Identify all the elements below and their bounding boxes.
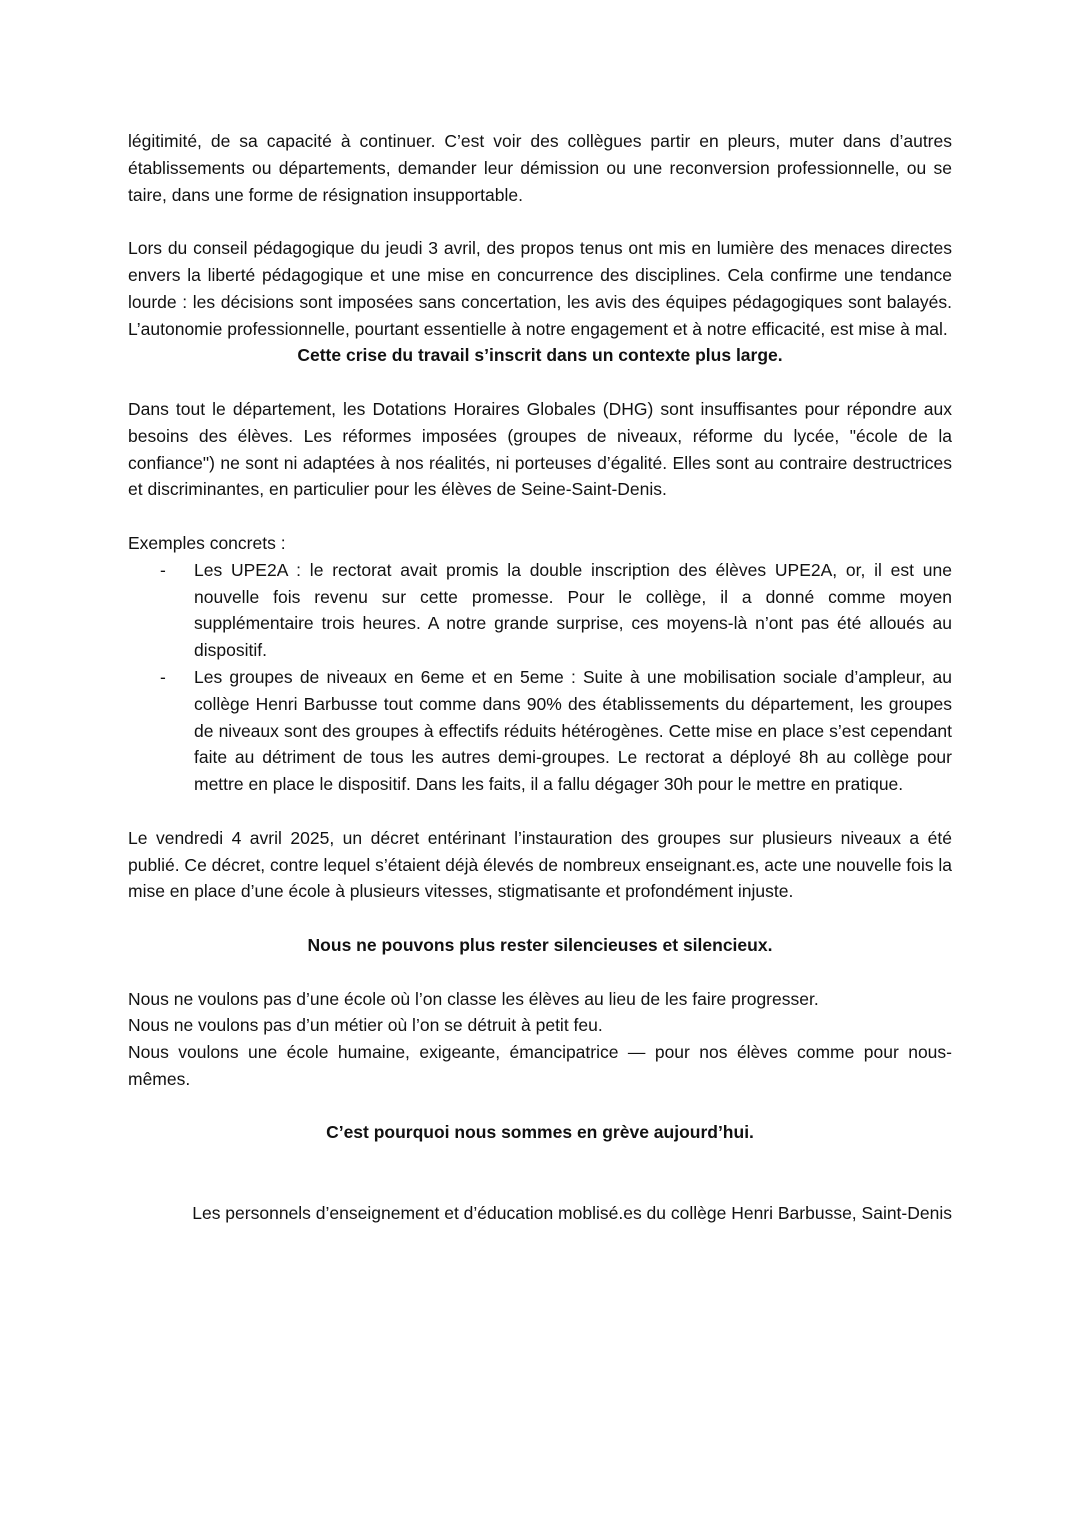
statement-line-3: Nous voulons une école humaine, exigeante, émancipatrice — pour nos élèves comme pour nous-mêmes. — [128, 1042, 952, 1089]
spacer — [128, 503, 952, 530]
signature: Les personnels d’enseignement et d’éducation moblisé.es du collège Henri Barbusse, Saint-Denis — [192, 1202, 952, 1223]
paragraph-dhg: Dans tout le département, les Dotations Horaires Globales (DHG) sont insuffisantes pour répondre aux besoins des élèves. Les réformes imposées (groupes de niveaux, réforme du lycée, "école de la confiance") ne sont ni adaptées à nos réalités, ni porteuses d’égalité. Elles sont au contraire destructrices et discriminantes, en particulier pour les élèves de Seine-Saint-Denis. — [128, 398, 952, 500]
spacer — [128, 369, 952, 396]
document-page — [128, 128, 952, 1227]
heading-work-crisis: Cette crise du travail s’inscrit dans un contexte plus large. — [297, 345, 783, 366]
heading-not-silent: Nous ne pouvons plus rester silencieuses et silencieux. — [307, 934, 773, 955]
spacer — [128, 798, 952, 825]
spacer — [128, 208, 952, 235]
heading-strike: C’est pourquoi nous sommes en grève aujourd’hui. — [326, 1122, 754, 1143]
statement-line-1: Nous ne voulons pas d’une école où l’on classe les élèves au lieu de les faire progresser. — [128, 988, 819, 1009]
list-item — [128, 557, 952, 664]
examples-list — [128, 557, 952, 798]
bullet-dash: - — [160, 666, 166, 687]
examples-intro: Exemples concrets : — [128, 532, 286, 553]
spacer — [128, 1146, 952, 1173]
spacer — [128, 959, 952, 986]
statement-line-2: Nous ne voulons pas d’un métier où l’on se détruit à petit feu. — [128, 1015, 603, 1036]
spacer — [128, 1173, 952, 1200]
spacer — [128, 1093, 952, 1120]
spacer — [128, 905, 952, 932]
bullet-dash: - — [160, 559, 166, 580]
paragraph-legitimacy: légitimité, de sa capacité à continuer. C’est voir des collègues partir en pleurs, muter dans d’autres établissements ou départements, demander leur démission ou une reconversion professionnelle, ou se taire, dans une forme de résignation insupportable. — [128, 131, 952, 205]
list-item-text: Les groupes de niveaux en 6eme et en 5eme : Suite à une mobilisation sociale d’ampleur, au collège Henri Barbusse tout comme dans 90% des établissements du département, les groupes de niveaux sont des groupes à effectifs réduits hétérogènes. Cette mise en place s’est cependant faite au détriment de tous les autres demi-groupes. Le rectorat a déployé 8h au collège pour mettre en place le dispositif. Dans les faits, il a fallu dégager 30h pour le mettre en pratique. — [194, 666, 952, 795]
paragraph-pedagogical-council: Lors du conseil pédagogique du jeudi 3 avril, des propos tenus ont mis en lumière des menaces directes envers la liberté pédagogique et une mise en concurrence des disciplines. Cela confirme une tendance lourde : les décisions sont imposées sans concertation, les avis des équipes pédagogiques sont balayés. L’autonomie professionnelle, pourtant essentielle à notre engagement et à notre efficacité, est mise à mal. — [128, 238, 952, 339]
list-item-text: Les UPE2A : le rectorat avait promis la double inscription des élèves UPE2A, or, il est une nouvelle fois revenu sur cette promesse. Pour le collège, il a donné comme moyen supplémentaire trois heures. A notre grande surprise, ces moyens-là n’ont pas été alloués au dispositif. — [194, 559, 952, 661]
paragraph-decree: Le vendredi 4 avril 2025, un décret entérinant l’instauration des groupes sur plusieurs niveaux a été publié. Ce décret, contre lequel s’étaient déjà élevés de nombreux enseignant.es, acte une nouvelle fois la mise en place d’une école à plusieurs vitesses, stigmatisante et profondément injuste. — [128, 827, 953, 902]
list-item — [128, 664, 952, 798]
